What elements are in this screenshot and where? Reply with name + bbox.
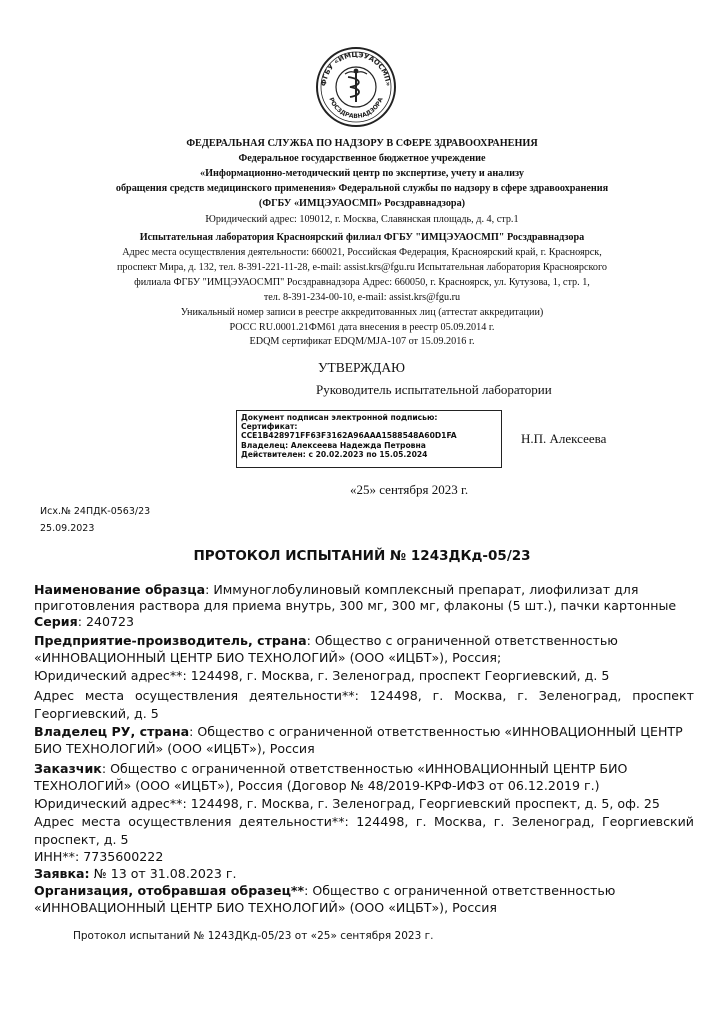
customer-value: : Общество с ограниченной ответственностью «ИННОВАЦИОННЫЙ ЦЕНТР БИО xyxy=(101,761,628,776)
header-institution-name-line2: обращения средств медицинского применения» Федеральной службы по надзору в сфере здравоохранения xyxy=(115,183,609,194)
sample-name-label: Наименование образца xyxy=(34,582,206,597)
organization-emblem-seal xyxy=(315,46,397,128)
series-label: Серия xyxy=(34,614,78,629)
header-accreditation-number: РОСС RU.0001.21ФМ61 дата внесения в реестр 05.09.2014 г. xyxy=(229,322,495,333)
manufacturer-value: : Общество с ограниченной ответственностью xyxy=(306,633,618,648)
approval-date: «25» сентября 2023 г. xyxy=(350,482,469,497)
header-edqm-certificate: EDQM сертификат EDQM/MJA-107 от 15.09.2016 г. xyxy=(249,336,475,347)
stamp-owner: Владелец: Алексеева Надежда Петровна xyxy=(241,440,426,450)
header-lab-address-line2: проспект Мира, д. 132, тел. 8-391-221-11-28, e-mail: assist.krs@fgu.ru Испытательная лаборатория Красноярского xyxy=(116,262,608,273)
customer-label: Заказчик xyxy=(34,761,102,776)
header-accreditation-title: Уникальный номер записи в реестре аккредитованных лиц (аттестат аккредитации) xyxy=(180,307,544,318)
sample-name-line1 xyxy=(34,582,694,597)
sampler-line1 xyxy=(34,883,694,898)
approval-position: Руководитель испытательной лаборатории xyxy=(316,382,552,397)
sampler-value: : Общество с ограниченной ответственностью xyxy=(304,883,616,898)
manufacturer-line1 xyxy=(34,633,694,648)
protocol-title: ПРОТОКОЛ ИСПЫТАНИЙ № 1243ДКд-05/23 xyxy=(193,548,531,564)
header-laboratory-name: Испытательная лаборатория Красноярский филиал ФГБУ "ИМЦЭУАОСМП" Росздравнадзора xyxy=(139,232,585,243)
svg-text:ФГБУ «ИМЦЭУАОСМП»: ФГБУ «ИМЦЭУАОСМП» xyxy=(319,50,393,87)
request-label: Заявка: xyxy=(34,866,90,881)
header-lab-address-line3: филиала ФГБУ "ИМЦЭУАОСМП" Росздравнадзора Адрес: 660050, г. Красноярск, ул. Кутузова, 1, стр. 1, xyxy=(134,277,590,288)
approval-signer: Н.П. Алексеева xyxy=(521,431,607,446)
manufacturer-activity-address: Адрес места осуществления деятельности**: 124498, г. Москва, г. Зеленоград, проспект xyxy=(34,688,694,703)
manufacturer-activity-address-end: Георгиевский, д. 5 xyxy=(34,706,159,721)
sampler-label: Организация, отобравшая образец** xyxy=(34,883,305,898)
customer-activity-address: Адрес места осуществления деятельности**: 124498, г. Москва, г. Зеленоград, Георгиевский xyxy=(34,814,694,829)
header-institution-type: Федеральное государственное бюджетное учреждение xyxy=(238,153,486,164)
sample-name-line2: приготовления раствора для приема внутрь, 300 мг, 300 мг, флаконы (5 шт.), пачки картонные xyxy=(34,598,677,613)
holder-line1 xyxy=(34,724,694,739)
stamp-certificate-label: Сертификат: xyxy=(241,422,298,432)
stamp-validity: Действителен: с 20.02.2023 по 15.05.2024 xyxy=(241,449,428,459)
customer-inn: ИНН**: 7735600222 xyxy=(34,849,164,864)
holder-label: Владелец РУ, страна xyxy=(34,724,190,739)
customer-line2: ТЕХНОЛОГИЙ» (ООО «ИЦБТ»), Россия (Договор № 48/2019-КРФ-ИФЗ от 06.12.2019 г.) xyxy=(34,778,600,793)
manufacturer-label: Предприятие-производитель, страна xyxy=(34,633,307,648)
stamp-signed-label: Документ подписан электронной подписью: xyxy=(241,413,438,422)
page-footer: Протокол испытаний № 1243ДКд-05/23 от «25» сентября 2023 г. xyxy=(73,930,434,942)
outgoing-date: 25.09.2023 xyxy=(40,523,95,534)
series-line xyxy=(34,614,694,629)
manufacturer-line2: «ИННОВАЦИОННЫЙ ЦЕНТР БИО ТЕХНОЛОГИЙ» (ООО «ИЦБТ»), Россия; xyxy=(34,650,502,665)
outgoing-number: Исх.№ 24ПДК-0563/23 xyxy=(40,506,151,517)
customer-activity-address-end: проспект, д. 5 xyxy=(34,832,129,847)
request-value: № 13 от 31.08.2023 г. xyxy=(89,866,237,881)
header-legal-address: Юридический адрес: 109012, г. Москва, Славянская площадь, д. 4, стр.1 xyxy=(205,214,519,225)
holder-line2: БИО ТЕХНОЛОГИЙ» (ООО «ИЦБТ»), Россия xyxy=(34,741,315,756)
holder-value: : Общество с ограниченной ответственностью «ИННОВАЦИОННЫЙ ЦЕНТР xyxy=(189,724,683,739)
manufacturer-legal-address: Юридический адрес**: 124498, г. Москва, г. Зеленоград, проспект Георгиевский, д. 5 xyxy=(34,668,610,683)
header-institution-name-line1: «Информационно-методический центр по экспертизе, учету и анализу xyxy=(200,168,524,179)
request-line xyxy=(34,866,694,881)
header-agency-name: ФЕДЕРАЛЬНАЯ СЛУЖБА ПО НАДЗОРУ В СФЕРЕ ЗДРАВООХРАНЕНИЯ xyxy=(186,138,538,149)
svg-text:РОСЗДРАВНАДЗОРА: РОСЗДРАВНАДЗОРА xyxy=(327,96,385,121)
electronic-signature-stamp xyxy=(236,410,502,468)
sample-name-value: : Иммуноглобулиновый комплексный препарат, лиофилизат для xyxy=(205,582,639,597)
approval-title: УТВЕРЖДАЮ xyxy=(318,360,406,375)
customer-legal-address: Юридический адрес**: 124498, г. Москва, г. Зеленоград, Георгиевский проспект, д. 5, оф. 25 xyxy=(34,796,660,811)
header-lab-contacts: тел. 8-391-234-00-10, e-mail: assist.krs@fgu.ru xyxy=(263,292,461,303)
series-value: : 240723 xyxy=(77,614,135,629)
stamp-certificate-number: CCE1B428971FF63F3162A96AAA1588548A60D1FA xyxy=(241,431,457,441)
header-lab-address-line1: Адрес места осуществления деятельности: 660021, Российская Федерация, Красноярский край, г. Красноярск, xyxy=(122,247,602,258)
sampler-line2: «ИННОВАЦИОННЫЙ ЦЕНТР БИО ТЕХНОЛОГИЙ» (ООО «ИЦБТ»), Россия xyxy=(34,900,497,915)
customer-line1 xyxy=(34,761,694,776)
header-institution-abbr: (ФГБУ «ИМЦЭУАОСМП» Росздравнадзора) xyxy=(258,198,466,209)
